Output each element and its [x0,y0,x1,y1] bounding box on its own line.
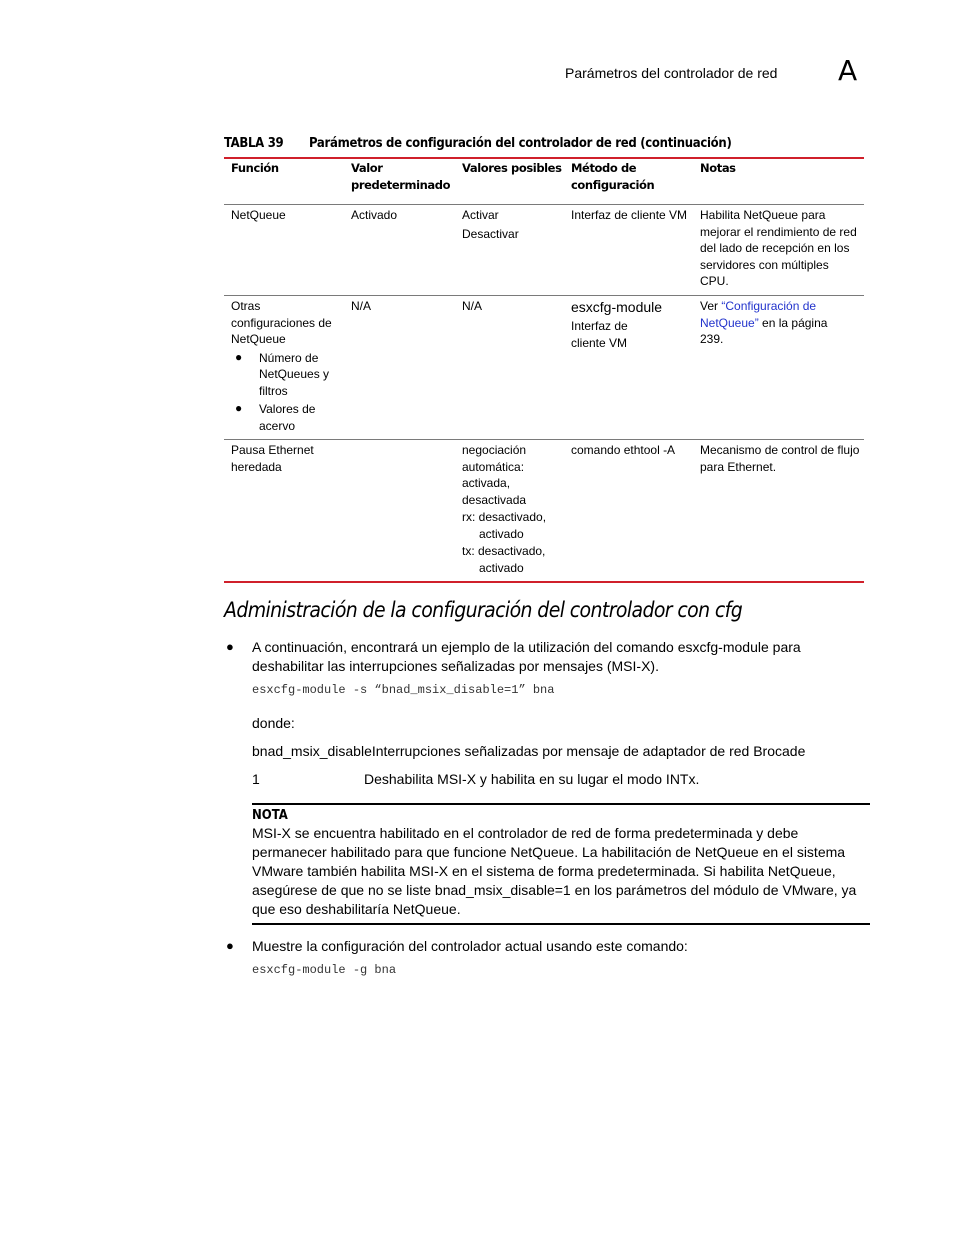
table-cell-metodo-command: esxcfg-module [571,299,663,315]
bullet-paragraph: Muestre la configuración del controlador actual usando este comando: [252,938,688,954]
bullet-icon: ● [226,938,234,953]
table-row-rule [224,295,864,296]
table-cell-funcion [231,298,343,434]
table-cell-posibles-item: rx: desactivado, activado [462,510,547,541]
value-number: 1 [252,771,260,787]
table-cell-metodo-text: Interfaz de cliente VM [571,319,628,350]
table-cell-posibles-item: negociación automática: activada, desactivada [462,443,527,507]
table-cell-metodo: Interfaz de cliente VM [571,208,688,222]
table-top-rule [224,157,864,159]
inline-command: esxcfg-module [677,639,769,655]
table-header-notas: Notas [700,161,736,175]
table-cell-metodo [571,298,681,351]
bullet-icon: ● [235,401,243,415]
list-item-text: Número de NetQueues y filtros [259,350,330,398]
bullet-paragraph [252,638,852,676]
list-item [231,401,343,434]
note-label: NOTA [252,808,288,823]
paragraph-text: A continuación, encontrará un ejemplo de la utilización del comando [252,639,678,655]
parameter-name: bnad_msix_disable [252,743,372,759]
table-cell-funcion: Pausa Ethernet heredada [231,443,314,474]
table-cell-posibles [462,207,562,242]
table-cell-posibles: N/A [462,299,483,313]
table-header-metodo: Método de configuración [571,161,655,192]
running-header-title: Parámetros del controlador de red [565,65,778,81]
table-cell-notas [700,298,840,348]
note-bottom-rule [252,923,870,925]
table-cell-funcion-text: Otras configuraciones de NetQueue [231,299,332,346]
list-item [231,350,343,400]
bullet-icon: ● [235,349,243,364]
bullet-icon: ● [226,639,234,654]
table-cell-notas: Habilita NetQueue para mejorar el rendimiento de red del lado de recepción en los servidores con múltiples CPU. [700,208,857,288]
donde-label: donde: [252,715,295,731]
code-example: esxcfg-module -s “bnad_msix_disable=1” bna [252,683,555,697]
table-caption-label: TABLA 39 [224,136,284,151]
notas-text: en la página 239. [700,315,828,346]
table-caption-text: Parámetros de configuración del controlador de red (continuación) [309,136,732,151]
note-text: MSI-X se encuentra habilitado en el controlador de red de forma predeterminada y debe permanecer habilitado para que funcione NetQueue. La habilitación de NetQueue en el sistema VMware también habilita MSI-X en el sistema de forma predeterminada. Si habilita NetQueue, asegúrese de que no se liste bnad_msix_disable=1 en los parámetros del módulo de VMware, ya que eso deshabilitaría NetQueue. [252,825,857,917]
table-cell-funcion: NetQueue [231,208,286,222]
parameter-definition [252,742,805,761]
section-heading: Administración de la configuración del controlador con cfg [224,598,743,622]
table-header-valor: Valor predeterminado [351,161,451,192]
table-cell-metodo: comando ethtool -A [571,443,676,457]
table-cell-posibles-item: tx: desactivado, activado [462,544,546,575]
parameter-description: Interrupciones señalizadas por mensaje de adaptador de red Brocade [371,743,806,759]
code-example: esxcfg-module -g bna [252,963,397,977]
value-description: Deshabilita MSI-X y habilita en su lugar el modo INTx. [364,771,700,787]
table-row-rule [224,439,864,440]
paragraph-text: para deshabilitar las interrupciones señalizadas por mensajes (MSI-X). [252,639,801,674]
table-header-posibles: Valores posibles [462,161,562,175]
table-header-funcion: Función [231,161,279,175]
table-cell-notas: Mecanismo de control de flujo para Ethernet. [700,443,860,474]
notas-text: Ver [700,299,722,313]
table-cell-posibles [462,442,558,576]
cross-reference-link[interactable]: “Configuración de NetQueue” [700,299,817,330]
table-header-rule [224,204,864,205]
table-cell-posibles-item: Desactivar [462,226,519,241]
note-top-rule [252,803,870,805]
table-cell-valor: Activado [351,208,398,222]
list-item-text: Valores de acervo [259,402,316,433]
table-cell-posibles-item: Activar [462,208,499,222]
table-cell-valor: N/A [351,299,372,313]
table-bottom-rule [224,581,864,583]
appendix-letter: A [838,54,858,87]
